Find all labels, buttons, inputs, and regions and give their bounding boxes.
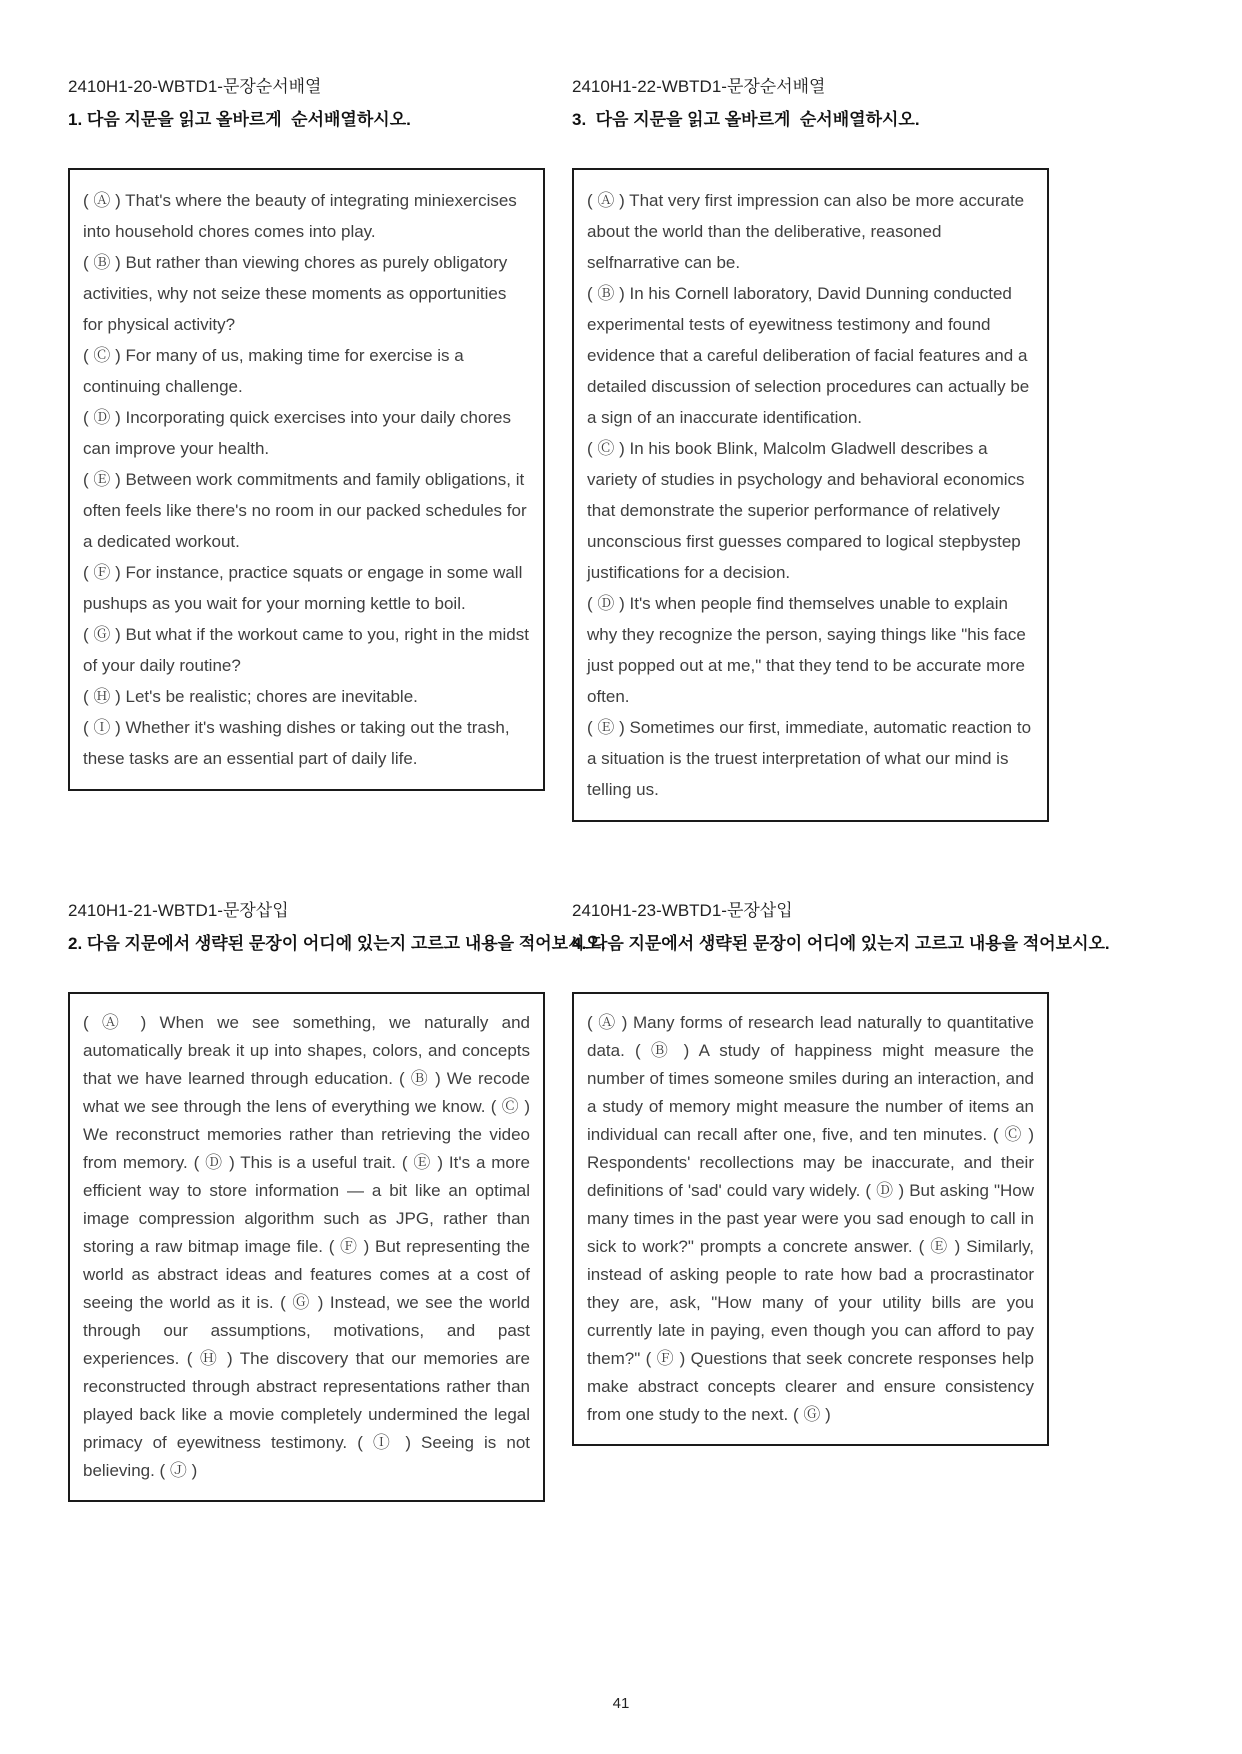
question-4-code: 2410H1-23-WBTD1-문장삽입 [572, 901, 793, 920]
question-2-prompt: 2. 다음 지문에서 생략된 문장이 어디에 있는지 고르고 내용을 적어보시오. [68, 934, 606, 953]
question-block-1 [68, 76, 545, 791]
passage-sentence: ( Ⓑ ) In his Cornell laboratory, David Dunning conducted experimental tests of eyewitness testimony and found evidence that a careful deliberation of facial features and a detailed discussion of selection procedures can actually be a sign of an inaccurate identification. [587, 284, 1030, 427]
question-1-passage-box [68, 168, 545, 791]
passage-sentence: ( Ⓔ ) Between work commitments and family obligations, it often feels like there's no room in our packed schedules for a dedicated workout. [83, 470, 527, 551]
question-2-code: 2410H1-21-WBTD1-문장삽입 [68, 901, 289, 920]
question-grid [68, 76, 1242, 1502]
question-block-4 [572, 900, 1110, 1446]
passage-sentence: ( Ⓐ ) That's where the beauty of integrating miniexercises into household chores comes into play. [83, 191, 517, 241]
question-2-passage-box [68, 992, 545, 1502]
question-1-code: 2410H1-20-WBTD1-문장순서배열 [68, 77, 322, 96]
passage-sentence: ( Ⓐ ) That very first impression can also be more accurate about the world than the deliberative, reasoned selfnarrative can be. [587, 191, 1025, 272]
passage-sentence: ( Ⓔ ) Sometimes our first, immediate, automatic reaction to a situation is the truest interpretation of what our mind is telling us. [587, 718, 1032, 799]
question-block-3 [572, 76, 1049, 822]
question-block-2 [68, 900, 606, 1502]
question-4-passage-box [572, 992, 1049, 1446]
passage-sentence: ( Ⓘ ) Whether it's washing dishes or taking out the trash, these tasks are an essential part of daily life. [83, 718, 510, 768]
question-3-prompt: 3. 다음 지문을 읽고 올바르게 순서배열하시오. [572, 110, 920, 129]
question-1-prompt: 1. 다음 지문을 읽고 올바르게 순서배열하시오. [68, 110, 411, 129]
passage-sentence: ( Ⓖ ) But what if the workout came to you, right in the midst of your daily routine? [83, 625, 529, 675]
passage-sentence: ( Ⓒ ) In his book Blink, Malcolm Gladwell describes a variety of studies in psychology and behavioral economics that demonstrate the superior performance of relatively unconscious first guesses compared to logical stepbystep justifications for a decision. [587, 439, 1025, 582]
question-3-code: 2410H1-22-WBTD1-문장순서배열 [572, 77, 826, 96]
passage-sentence: ( Ⓗ ) Let's be realistic; chores are inevitable. [83, 687, 418, 706]
passage-sentence: ( Ⓒ ) For many of us, making time for exercise is a continuing challenge. [83, 346, 464, 396]
passage-sentence: ( Ⓓ ) It's when people find themselves unable to explain why they recognize the person, saying things like "his face just popped out at me," that they tend to be accurate more often. [587, 594, 1026, 706]
page-number: 41 [612, 1695, 630, 1712]
passage-sentence: ( Ⓓ ) Incorporating quick exercises into your daily chores can improve your health. [83, 408, 512, 458]
passage-sentence: ( Ⓑ ) But rather than viewing chores as purely obligatory activities, why not seize these moments as opportunities for physical activity? [83, 253, 508, 334]
passage-paragraph: ( Ⓐ ) Many forms of research lead naturally to quantitative data. ( Ⓑ ) A study of happiness might measure the number of times someone smiles during an interaction, and a study of memory might measure the number of items an individual can recall after one, five, and ten minutes. ( Ⓒ ) Respondents' recollections may be inaccurate, and their definitions of 'sad' could vary widely. ( Ⓓ ) But asking "How many times in the past year were you sad enough to call in sick to work?" prompts a concrete answer. ( Ⓔ ) Similarly, instead of asking people to rate how bad a procrastinator they are, ask, "How many of your utility bills are you currently late in paying, even though you can afford to pay them?" ( Ⓕ ) Questions that seek concrete responses help make abstract concepts clearer and ensure consistency from one study to the next. ( Ⓖ ) [587, 1013, 1034, 1424]
question-4-prompt: 4. 다음 지문에서 생략된 문장이 어디에 있는지 고르고 내용을 적어보시오. [572, 934, 1110, 953]
passage-sentence: ( Ⓕ ) For instance, practice squats or engage in some wall pushups as you wait for your morning kettle to boil. [83, 563, 523, 613]
passage-paragraph: ( Ⓐ ) When we see something, we naturally and automatically break it up into shapes, colors, and concepts that we have learned through education. ( Ⓑ ) We recode what we see through the lens of everything we know. ( Ⓒ ) We reconstruct memories rather than retrieving the video from memory. ( Ⓓ ) This is a useful trait. ( Ⓔ ) It's a more efficient way to store information — a bit like an optimal image compression algorithm such as JPG, rather than storing a raw bitmap image file. ( Ⓕ ) But representing the world as abstract ideas and features comes at a cost of seeing the world as it is. ( Ⓖ ) Instead, we see the world through our assumptions, motivations, and past experiences. ( Ⓗ ) The discovery that our memories are reconstructed through abstract representations rather than played back like a movie completely undermined the legal primacy of eyewitness testimony. ( Ⓘ ) Seeing is not believing. ( Ⓙ ) [83, 1013, 530, 1480]
question-3-passage-box [572, 168, 1049, 822]
